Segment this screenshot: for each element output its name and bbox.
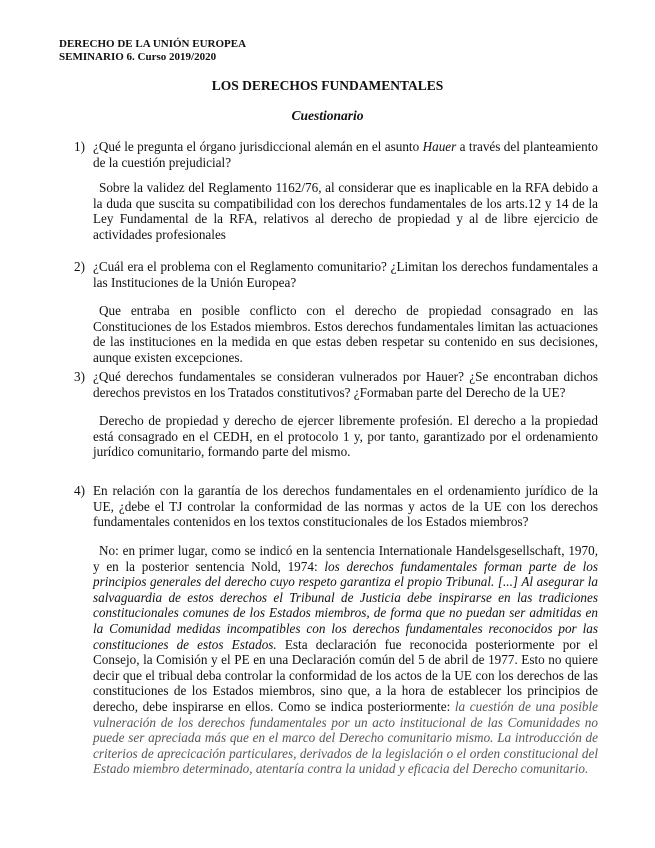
question-2: [74, 259, 598, 290]
answer-citation: los derechos fundamentales forman parte de los principios generales del derecho cuyo respeto garantiza el propio Tribunal. [...] Al asegurar la salvaguardia de estos derechos el Tribunal de Justicia debe inspirarse en las tradiciones constitucionales comunes de los Estados miembros, de forma que no puedan ser admitidas en la Comunidad medidas incompatibles con los derechos fundamentales reconocidos por las constituciones de estos Estados.: [93, 558, 598, 652]
question-text: ¿Qué derechos fundamentales se consideran vulnerados por Hauer? ¿Se encontraban dichos derechos previstos en los Tratados constitutivos? ¿Formaban parte del Derecho de la UE?: [93, 369, 598, 400]
seminar-info: SEMINARIO 6. Curso 2019/2020: [59, 50, 217, 63]
question-text: ¿Cuál era el problema con el Reglamento comunitario? ¿Limitan los derechos fundamentales a las Instituciones de la Unión Europea?: [93, 259, 598, 290]
page-title: LOS DERECHOS FUNDAMENTALES: [211, 78, 444, 93]
question-number: 1): [74, 139, 85, 154]
document-header: [59, 38, 246, 63]
question-number: 3): [74, 369, 85, 384]
question-4: [74, 483, 598, 530]
question-case-name: Hauer: [422, 139, 457, 154]
question-text: En relación con la garantía de los derechos fundamentales en el ordenamiento jurídico de la UE, ¿debe el TJ controlar la conformidad de las normas y actos de la UE con los derechos fundamentales contenidos en los textos constitucionales de los Estados miembros?: [93, 483, 598, 530]
answer-quote: la cuestión de una posible vulneración de los derechos fundamentales por un acto institucional de las Comunidades no puede ser apreciada más que en el marco del Derecho comunitario mismo. La introducción de criterios de aprecicación particulares, derivados de la legislación o el orden constitucional del Estado miembro determinado, atentaría contra la unidad y eficacia del Derecho comunitario.: [93, 698, 598, 777]
page-subtitle: Cuestionario: [291, 108, 364, 123]
answer-text: Esta declaración fue reconocida posteriormente por el Consejo, la Comisión y el PE en una Declaración común del 5 de abril de 1977. Esto no quiere decir que el tribual deba controlar la conformidad de los actos de la UE con los derechos de las constituciones de los Estados miembros, sino que, a la hora de establecer los principios de derecho, debe inspirarse en ellos. Como se indica posteriormente:: [93, 636, 598, 714]
question-3: [74, 369, 598, 400]
answer-3: Derecho de propiedad y derecho de ejercer libremente profesión. El derecho a la propiedad está consagrado en el CEDH, en el protocolo 1 y, por tanto, garantizado por el ordenamiento jurídico comunitario, formando parte del mismo.: [93, 413, 598, 460]
question-1: [74, 139, 599, 170]
question-number: 4): [74, 483, 85, 498]
answer-1: Sobre la validez del Reglamento 1162/76, al considerar que es inaplicable en la RFA debido a la duda que suscita su compatibilidad con los derechos fundamentales de los arts.12 y 14 de la Ley Fundamental de la RFA, relativos al derecho de propiedad y al de libre ejercicio de actividades profesionales: [93, 180, 598, 242]
answer-4: [93, 543, 598, 777]
answer-text: No: en primer lugar, como se indicó en la sentencia Internationale Handelsgesellschaft, 1970, y en la posterior sentencia Nold, 1974:: [93, 543, 598, 574]
question-text: ¿Qué le pregunta el órgano jurisdiccional alemán en el asunto: [93, 139, 423, 154]
course-name: DERECHO DE LA UNIÓN EUROPEA: [59, 38, 247, 50]
question-text: a través del planteamiento de la cuestión prejudicial?: [93, 139, 599, 170]
question-number: 2): [74, 259, 85, 274]
answer-2: Que entraba en posible conflicto con el derecho de propiedad consagrado en las Constituciones de los Estados miembros. Estos derechos fundamentales limitan las actuaciones de las instituciones en la medida en que estas deben respetar su contenido en sus decisiones, aunque existen excepciones.: [93, 303, 598, 365]
